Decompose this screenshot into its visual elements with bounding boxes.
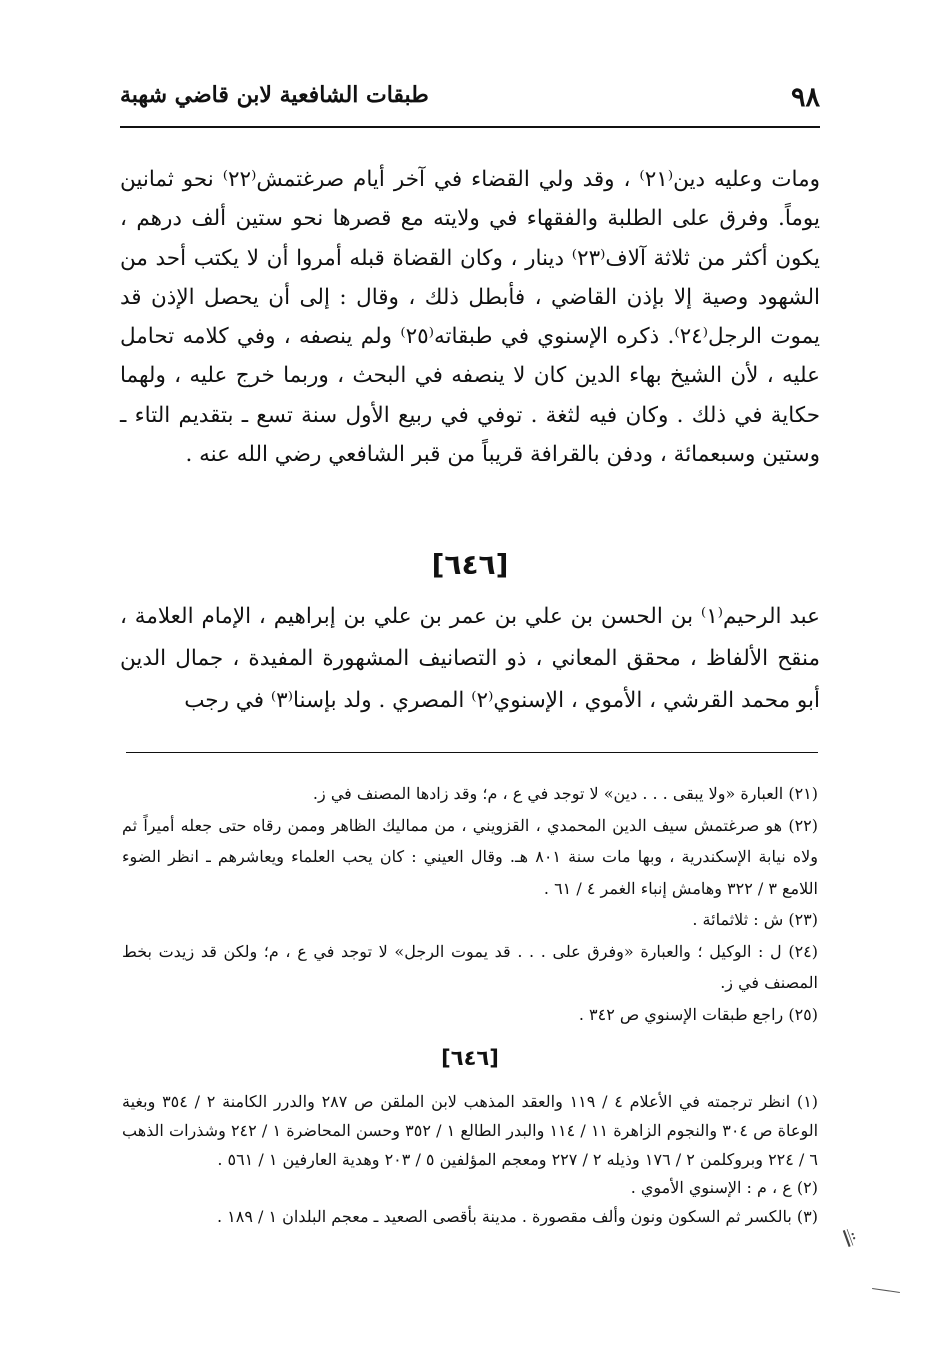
footnote-3: (٣) بالكسر ثم السكون ونون وألف مقصورة . مدينة بأقصى الصعيد ـ معجم البلدان ١ / ١٨٩ . [216, 1207, 818, 1227]
running-title: طبقات الشافعية لابن قاضي شهبة [120, 82, 429, 108]
entry-text: عبد الرحيم⁽١⁾ بن الحسن بن علي بن عمر بن علي بن إبراهيم ، الإمام العلامة ، منقح الألفاظ ، محقق المعاني ، ذو التصانيف المشهورة المفيدة ، جمال الدين أبو محمد القرشي ، الأموي ، الإسنوي⁽٢⁾ المصري . ولد بإسنا⁽٣⁾ في رجب [120, 604, 820, 713]
footnotes-current-entry [122, 1088, 818, 1232]
entry-number: [٦٤٦] [431, 548, 509, 581]
header-rule [120, 126, 820, 128]
footnote-22: (٢٢) هو صرغتمش سيف الدين المحمدي ، القزويني ، من مماليك الظاهر وممن رقاه حتى جعله أميراً ثم ولاه نيابة الإسكندرية ، وبها مات سنة ٨٠١ هـ. وقال العيني : كان يحب العلماء ويعاشرهم ـ انظر الضوء اللامع ٣ / ٣٢٢ وهامش إنباء الغمر ٤ / ٦١ . [122, 815, 819, 898]
body-paragraph: ومات وعليه دين⁽٢١⁾ ، وقد ولي القضاء في آخر أيام صرغتمش⁽٢٢⁾ نحو ثمانين يوماً. وفرق على الطلبة والفقهاء في ولايته مع قصرها نحو ستين ألف درهم ، يكون أكثر من ثلاثة آلاف⁽٢٣⁾ دينار ، وكان القضاة قبله أمروا أن لا يكتب أحد من الشهود وصية إلا بإذن القاضي ، فأبطل ذلك ، وقال : إلى أن يحصل الإذن قد يموت الرجل⁽٢٤⁾. ذكره الإسنوي في طبقاته⁽٢٥⁾ ولم ينصفه ، وفي كلامه تحامل عليه ، لأن الشيخ بهاء الدين كان لا ينصفه في البحث ، وربما خرج عليه ، ولهما حكاية في ذلك . وكان فيه لثغة . توفي في ربيع الأول سنة تسع ـ بتقديم التاء ـ وستين وسبعمائة ، ودفن بالقرافة قريباً من قبر الشافعي رضي الله عنه . [120, 167, 821, 468]
margin-scribble-icon: 𝄆 [842, 1224, 861, 1253]
page-header [120, 82, 820, 122]
footnotes-previous-entry [122, 778, 818, 1030]
footnote-2: (٢) ع ، م : الإسنوي الأموي . [630, 1178, 818, 1198]
footnote-23: (٢٣) ش : ثلاثمائة . [692, 910, 818, 929]
footnote-24: (٢٤) ل : الوكيل ؛ والعبارة «وفرق على . . . قد يموت الرجل» لا توجد في ع ، م؛ ولكن قد زيدت بخط المصنف في ز. [122, 941, 818, 992]
footnote-21: (٢١) العبارة «ولا يبقى . . . دين» لا توجد في ع ، م؛ وقد زادها المصنف في ز. [312, 784, 818, 803]
page-number: ٩٨ [790, 82, 820, 113]
footnote-1: (١) انظر ترجمته في الأعلام ٤ / ١١٩ والعقد المذهب لابن الملقن ص ٢٨٧ والدرر الكامنة ٢ / ٣٥٤ وبغية الوعاة ص ٣٠٤ والنجوم الزاهرة ١١ / ١١٤ والبدر الطالع ١ / ٣٥٢ وحسن المحاضرة ١ / ٢٤٢ وشذرات الذهب ٦ / ٢٢٤ وبروكلمن ٢ / ١٧٦ وذيله ٢ / ٢٢٧ ومعجم المؤلفين ٥ / ٢٠٣ وهدية العارفين ١ / ٥٦١ . [122, 1092, 819, 1169]
footnote-25: (٢٥) راجع طبقات الإسنوي ص ٣٤٢ . [578, 1004, 818, 1024]
footnote-rule [126, 752, 818, 753]
main-text [120, 160, 820, 474]
margin-stroke [872, 1288, 900, 1293]
footnotes-entry-number: [٦٤٦] [441, 1046, 499, 1070]
